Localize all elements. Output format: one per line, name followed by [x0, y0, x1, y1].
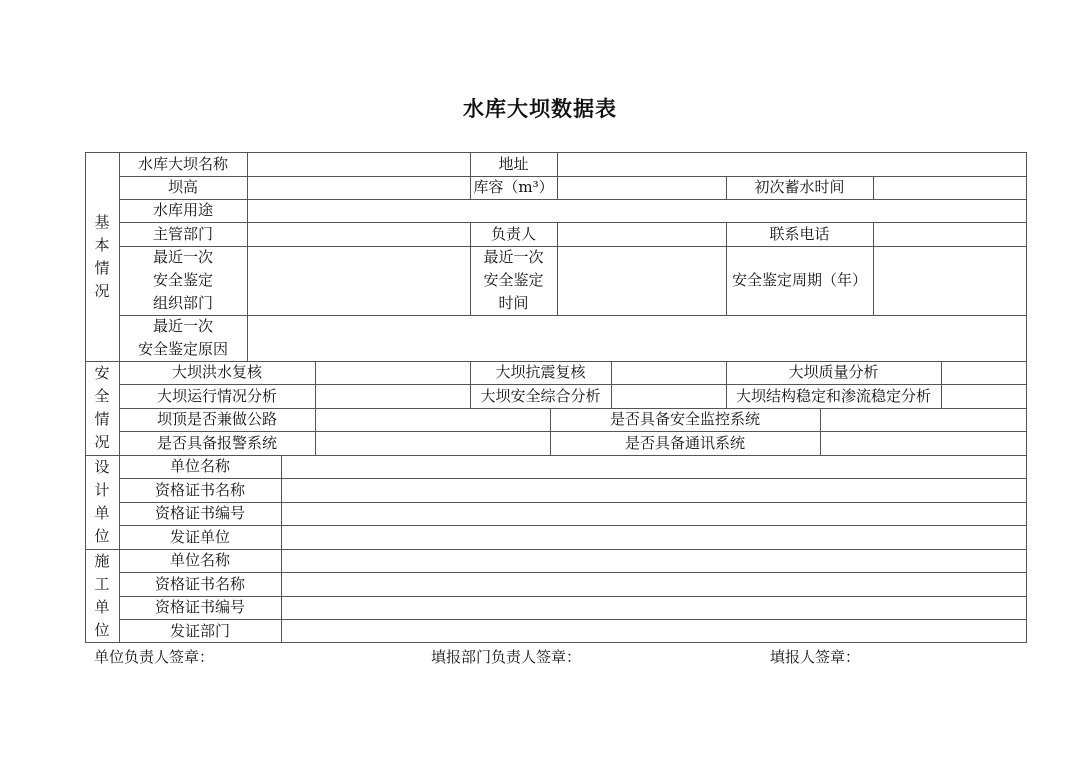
- col-divider: [281, 455, 282, 643]
- label-design-issuer: 发证单位: [169, 527, 230, 546]
- label-seismic: 大坝抗震复核: [495, 363, 586, 381]
- section-char: 安: [94, 364, 110, 382]
- section-char: 基: [94, 212, 110, 231]
- label-usage: 水库用途: [152, 201, 213, 219]
- label-responsible: 负责人: [490, 224, 536, 243]
- label-construction-cert-no: 资格证书编号: [154, 598, 245, 616]
- section-label-design: [85, 455, 119, 549]
- label-address: 地址: [498, 154, 529, 173]
- label-road: 坝顶是否兼做公路: [156, 410, 277, 428]
- section-char: 计: [94, 481, 110, 499]
- col-divider: [557, 222, 558, 315]
- label-line: 安全鉴定: [483, 271, 544, 289]
- section-char: 施: [94, 552, 110, 570]
- label-line: 最近一次: [152, 248, 213, 266]
- section-label-construction: [85, 549, 119, 643]
- page-title: 水库大坝数据表: [463, 96, 617, 121]
- col-divider: [873, 222, 874, 315]
- row-divider: [119, 222, 1027, 223]
- label-last-time: [470, 246, 557, 315]
- label-construction-cert-name: 资格证书名称: [154, 574, 245, 593]
- label-capacity: 库容（m³）: [473, 178, 554, 196]
- row-divider: [119, 315, 1027, 316]
- label-design-cert-name: 资格证书名称: [154, 480, 245, 499]
- col-divider: [247, 152, 248, 361]
- row-divider: [119, 246, 1027, 247]
- label-line: 组织部门: [152, 294, 213, 312]
- row-divider: [119, 199, 1027, 200]
- label-last-org: [119, 246, 247, 315]
- section-char: 单: [94, 504, 110, 522]
- label-phone: 联系电话: [769, 224, 830, 243]
- label-line: 时间: [498, 294, 529, 312]
- label-construction-unit: 单位名称: [169, 551, 230, 569]
- col-divider: [820, 408, 821, 455]
- col-divider: [611, 361, 612, 408]
- label-dept: 主管部门: [152, 224, 213, 243]
- section-char: 况: [94, 433, 110, 451]
- section-char: 情: [94, 410, 110, 428]
- label-structure: 大坝结构稳定和渗流稳定分析: [735, 386, 931, 405]
- label-dam-height: 坝高: [167, 178, 198, 196]
- col-divider: [941, 361, 942, 408]
- label-operation: 大坝运行情况分析: [156, 386, 277, 405]
- section-char: 位: [94, 621, 110, 639]
- col-divider: [873, 176, 874, 199]
- label-flood: 大坝洪水复核: [171, 363, 262, 381]
- section-char: 设: [94, 458, 110, 476]
- label-line: 最近一次: [483, 248, 544, 266]
- label-cycle: 安全鉴定周期（年）: [731, 271, 867, 289]
- label-comm: 是否具备通讯系统: [624, 433, 745, 452]
- section-char: 工: [94, 575, 110, 593]
- label-construction-issuer: 发证部门: [169, 621, 230, 640]
- label-comprehensive: 大坝安全综合分析: [480, 386, 601, 405]
- label-line: 安全鉴定原因: [137, 340, 228, 358]
- section-char: 情: [94, 258, 110, 277]
- label-quality: 大坝质量分析: [788, 363, 879, 381]
- section-char: 单: [94, 598, 110, 616]
- label-first-storage: 初次蓄水时间: [754, 178, 845, 196]
- section-char: 全: [94, 387, 110, 405]
- signature-unit-head: 单位负责人签章：: [94, 648, 215, 666]
- signature-dept-head: 填报部门负责人签章：: [431, 648, 582, 666]
- label-line: 安全鉴定: [152, 271, 213, 289]
- section-char: 位: [94, 527, 110, 545]
- row-divider: [119, 176, 1027, 177]
- signature-filler: 填报人签章：: [770, 648, 861, 666]
- col-divider: [315, 361, 316, 455]
- label-design-unit: 单位名称: [169, 457, 230, 475]
- col-divider: [557, 152, 558, 199]
- label-design-cert-no: 资格证书编号: [154, 504, 245, 522]
- label-monitoring: 是否具备安全监控系统: [609, 410, 760, 428]
- section-char: 况: [94, 281, 110, 300]
- section-label-basic: [85, 152, 119, 361]
- label-line: 最近一次: [152, 317, 213, 335]
- label-last-reason: [119, 315, 247, 361]
- label-dam-name: 水库大坝名称: [137, 154, 228, 173]
- section-label-safety: [85, 361, 119, 455]
- section-char: 本: [94, 235, 110, 254]
- label-alarm: 是否具备报警系统: [156, 433, 277, 452]
